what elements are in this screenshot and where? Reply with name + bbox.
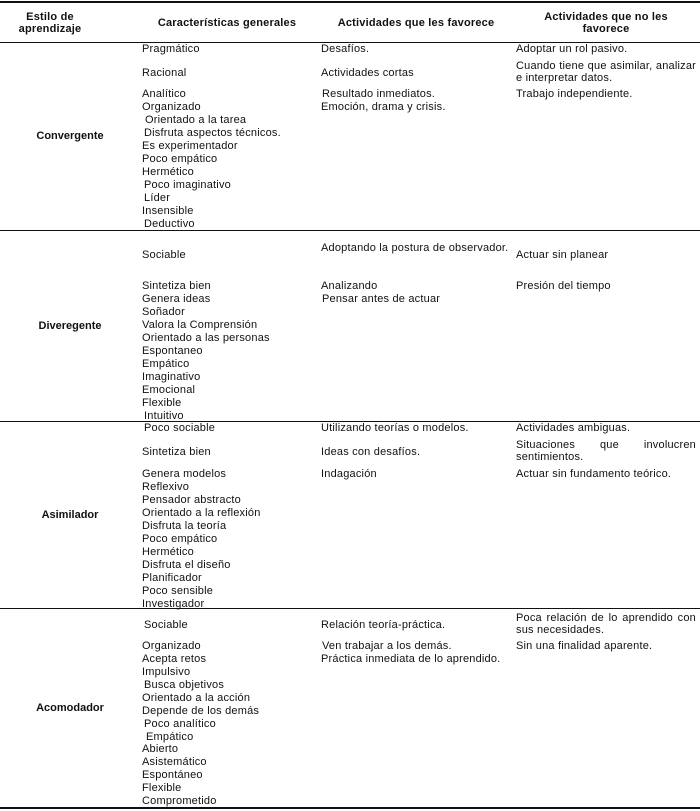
characteristic-item: Hermético [142, 546, 194, 558]
characteristic-item: Espontáneo [142, 769, 203, 781]
characteristic-item: Orientado a la acción [142, 692, 251, 704]
not-favor-item: Trabajo independiente. [516, 88, 633, 100]
row-divider [0, 230, 700, 231]
characteristic-item: Sociable [144, 619, 188, 631]
characteristic-item: Poco imaginativo [144, 179, 231, 191]
style-label-acomodador: Acomodador [36, 702, 104, 714]
characteristic-item: Flexible [142, 397, 182, 409]
characteristic-item: Empático [146, 731, 194, 743]
characteristic-item: Disfruta el diseño [142, 559, 231, 571]
characteristic-item: Planificador [142, 572, 202, 584]
favor-item: Ideas con desafíos. [321, 446, 421, 458]
characteristic-item: Asistemático [142, 756, 207, 768]
favor-item: Analizando [321, 280, 378, 292]
characteristic-item: Orientado a las personas [142, 332, 270, 344]
favor-item: Ven trabajar a los demás. [322, 640, 452, 652]
not-favor-item: Cuando tiene que asimilar, analizar e interpretar datos. [516, 60, 696, 84]
header-favor: Actividades que les favorece [337, 17, 495, 29]
characteristic-item: Empático [142, 358, 190, 370]
characteristic-item: Líder [144, 192, 171, 204]
style-label-diveregente: Diveregente [38, 320, 102, 332]
table-bottom-rule [0, 807, 700, 809]
characteristic-item: Busca objetivos [144, 679, 225, 691]
characteristic-item: Racional [142, 67, 187, 79]
header-characteristics: Características generales [157, 17, 297, 29]
not-favor-item: Actividades ambiguas. [516, 422, 631, 434]
characteristic-item: Comprometido [142, 795, 217, 807]
characteristic-item: Espontaneo [142, 345, 203, 357]
favor-item: Práctica inmediata de lo aprendido. [321, 653, 501, 665]
not-favor-item: Actuar sin fundamento teórico. [516, 468, 672, 480]
characteristic-item: Insensible [142, 205, 194, 217]
not-favor-item: Adoptar un rol pasivo. [516, 43, 628, 55]
favor-item: Adoptando la postura de observador. [321, 242, 509, 254]
favor-item: Desafíos. [321, 43, 370, 55]
characteristic-item: Depende de los demás [142, 705, 260, 717]
characteristic-item: Poco empático [142, 533, 218, 545]
characteristic-item: Orientado a la tarea [145, 114, 247, 126]
characteristic-item: Orientado a la reflexión [142, 507, 261, 519]
characteristic-item: Sintetiza bien [142, 280, 211, 292]
row-divider [0, 608, 700, 609]
characteristic-item: Poco empático [142, 153, 218, 165]
characteristic-item: Sintetiza bien [142, 446, 211, 458]
style-label-asimilador: Asimilador [41, 509, 99, 521]
favor-item: Emoción, drama y crisis. [321, 101, 446, 113]
header-style: Estilo de aprendizaje [18, 11, 82, 35]
favor-item: Relación teoría-práctica. [321, 619, 446, 631]
characteristic-item: Analítico [142, 88, 186, 100]
characteristic-item: Poco analítico [144, 718, 216, 730]
characteristic-item: Sociable [142, 249, 186, 261]
not-favor-item: Situaciones que involucren sentimientos. [516, 439, 696, 463]
characteristic-item: Reflexivo [142, 481, 190, 493]
characteristic-item: Pensador abstracto [142, 494, 241, 506]
characteristic-item: Es experimentador [142, 140, 238, 152]
favor-item: Utilizando teorías o modelos. [321, 422, 469, 434]
characteristic-item: Genera ideas [142, 293, 211, 305]
characteristic-item: Hermético [142, 166, 194, 178]
characteristic-item: Poco sensible [142, 585, 214, 597]
favor-item: Actividades cortas [321, 67, 414, 79]
table-top-rule [0, 1, 700, 3]
not-favor-item: Actuar sin planear [516, 249, 609, 261]
characteristic-item: Acepta retos [142, 653, 207, 665]
header-not-favor: Actividades que no les favorece [544, 11, 668, 35]
not-favor-item: Poca relación de lo aprendido con sus necesidades. [516, 612, 696, 636]
characteristic-item: Deductivo [144, 218, 195, 230]
favor-item: Resultado inmediatos. [322, 88, 436, 100]
not-favor-item: Presión del tiempo [516, 280, 611, 292]
characteristic-item: Soñador [142, 306, 185, 318]
characteristic-item: Disfruta aspectos técnicos. [144, 127, 281, 139]
favor-item: Indagación [321, 468, 377, 480]
characteristic-item: Emocional [142, 384, 196, 396]
characteristic-item: Poco sociable [144, 422, 216, 434]
favor-item: Pensar antes de actuar [322, 293, 441, 305]
characteristic-item: Intuitivo [144, 410, 184, 422]
style-label-convergente: Convergente [36, 130, 104, 142]
characteristic-item: Impulsivo [142, 666, 191, 678]
characteristic-item: Investigador [142, 598, 205, 610]
characteristic-item: Imaginativo [142, 371, 201, 383]
characteristic-item: Organizado [142, 640, 201, 652]
characteristic-item: Disfruta la teoría [142, 520, 227, 532]
not-favor-item: Sin una finalidad aparente. [516, 640, 653, 652]
characteristic-item: Genera modelos [142, 468, 227, 480]
characteristic-item: Valora la Comprensión [142, 319, 258, 331]
characteristic-item: Organizado [142, 101, 201, 113]
characteristic-item: Pragmático [142, 43, 200, 55]
characteristic-item: Abierto [142, 743, 179, 755]
characteristic-item: Flexible [142, 782, 182, 794]
